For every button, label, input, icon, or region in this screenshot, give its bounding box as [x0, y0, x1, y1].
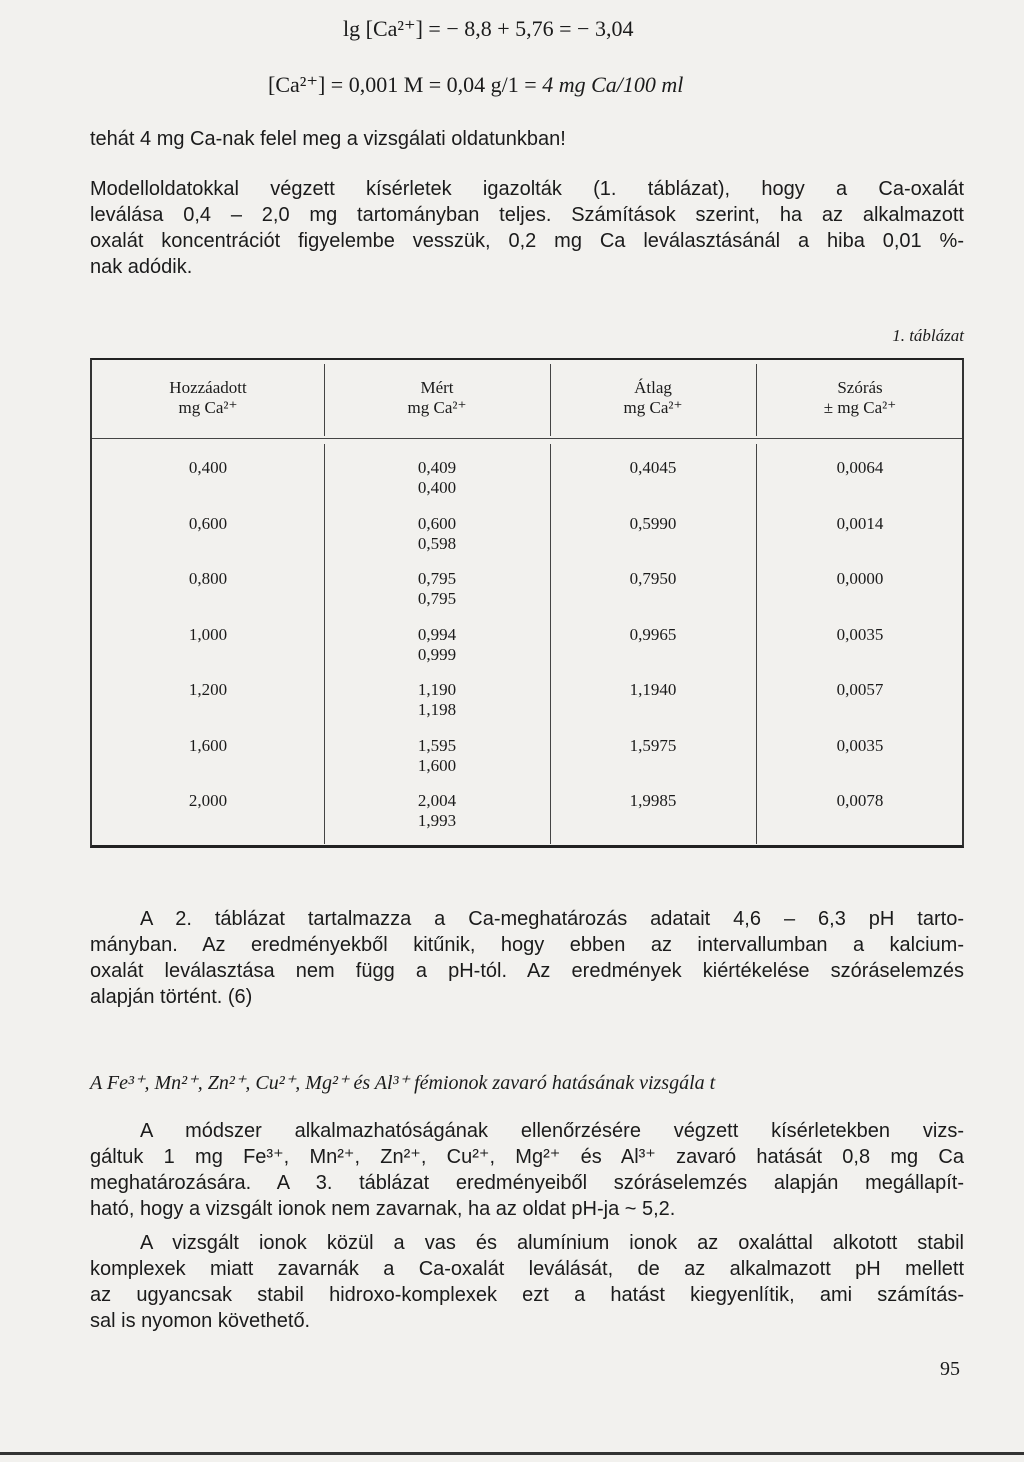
cell-sd: 0,0035 [836, 624, 884, 644]
text-line: sal is nyomon követhető. [90, 1310, 311, 1332]
cell-measured: 1,190 1,198 [417, 680, 457, 719]
paragraph-conclusion: tehát 4 mg Ca-nak felel meg a vizsgálati oldatunkban! [90, 128, 566, 150]
cell-added: 2,000 [188, 791, 228, 810]
cell-measured: 1,595 1,600 [417, 735, 457, 775]
equation-main: [Ca²⁺] = 0,001 M = 0,04 g/1 = [268, 72, 543, 97]
equation-result: 4 mg Ca/100 ml [542, 72, 684, 97]
table-caption: 1. táblázat [892, 326, 964, 345]
cell-mean: 0,9965 [629, 624, 677, 644]
cell-mean: 0,7950 [629, 569, 677, 588]
cell-mean: 1,9985 [629, 791, 677, 810]
bottom-rule [0, 1452, 1024, 1455]
text-line: Modelloldatokkal végzett kísérletek igazolták (1. táblázat), hogy a Ca-oxalát [90, 178, 964, 200]
text-line: komplexek miatt zavarnák a Ca-oxalát leválását, de az alkalmazott pH mellett [90, 1258, 964, 1280]
text-line: oxalát koncentrációt figyelembe vesszük, 0,2 mg Ca leválasztásánál a hiba 0,01 %- [90, 230, 964, 252]
cell-sd: 0,0064 [836, 458, 884, 477]
page-number: 95 [940, 1358, 960, 1380]
cell-sd: 0,0035 [836, 735, 884, 755]
header-added: Hozzáadott mg Ca²⁺ [169, 378, 247, 417]
cell-sd: 0,0078 [836, 791, 884, 810]
text-line: oxalát leválasztása nem függ a pH-tól. Az eredmények kiértékelése szóráselemzés [90, 960, 964, 982]
equation-log-calcium: lg [Ca²⁺] = − 8,8 + 5,76 = − 3,04 [343, 16, 634, 41]
paragraph-interference-study [90, 1118, 964, 1222]
cell-mean: 1,1940 [629, 680, 677, 699]
text-line: alapján történt. (6) [90, 986, 253, 1008]
text-line: mányban. Az eredményekből kitűnik, hogy ebben az intervallumban a kalcium- [90, 934, 964, 956]
header-separator [92, 438, 962, 439]
text-line: ható, hogy a vizsgált ionok nem zavarnak, ha az oldat pH-ja ~ 5,2. [90, 1198, 676, 1220]
text-line: A módszer alkalmazhatóságának ellenőrzésére végzett kísérletekben vizs- [140, 1120, 964, 1142]
cell-measured: 0,994 0,999 [417, 624, 457, 664]
cell-added: 0,600 [188, 513, 228, 533]
text-line: gáltuk 1 mg Fe³⁺, Mn²⁺, Zn²⁺, Cu²⁺, Mg²⁺ és Al³⁺ zavaró hatását 0,8 mg Ca [90, 1146, 964, 1168]
header-measured: Mért mg Ca²⁺ [407, 378, 467, 417]
equation-calcium-concentration [268, 72, 683, 98]
cell-sd: 0,0014 [836, 513, 884, 533]
cell-added: 0,800 [188, 569, 228, 588]
header-sd: Szórás ± mg Ca²⁺ [823, 378, 897, 417]
cell-mean: 0,5990 [629, 513, 677, 533]
text-line: nak adódik. [90, 256, 193, 278]
text-line: leválása 0,4 – 2,0 mg tartományban teljes. Számítások szerint, ha az alkalmazott [90, 204, 964, 226]
text-line: az ugyancsak stabil hidroxo-komplexek ezt a hatást kiegyenlítik, ami számítás- [90, 1284, 964, 1306]
section-heading: A Fe³⁺, Mn²⁺, Zn²⁺, Cu²⁺, Mg²⁺ és Al³⁺ fémionok zavaró hatásának vizsgála t [90, 1072, 716, 1094]
paragraph-model-solutions [90, 176, 964, 280]
paragraph-iron-aluminium [90, 1230, 964, 1334]
text-line: A 2. táblázat tartalmazza a Ca-meghatározás adatait 4,6 – 6,3 pH tarto- [140, 908, 964, 930]
cell-mean: 0,4045 [629, 458, 677, 477]
cell-mean: 1,5975 [629, 735, 677, 755]
text-line: meghatározására. A 3. táblázat eredményeiből szóráselemzés alapján megállapít- [90, 1172, 964, 1194]
calcium-results-table [90, 358, 964, 848]
text-line: A vizsgált ionok közül a vas és alumínium ionok az oxaláttal alkotott stabil [140, 1232, 964, 1254]
cell-sd: 0,0000 [836, 569, 884, 588]
cell-measured: 0,795 0,795 [417, 569, 457, 608]
cell-measured: 0,600 0,598 [417, 513, 457, 553]
paragraph-table2-reference [90, 906, 964, 1010]
cell-sd: 0,0057 [836, 680, 884, 699]
cell-added: 1,200 [188, 680, 228, 699]
cell-added: 1,000 [188, 624, 228, 644]
cell-measured: 2,004 1,993 [417, 791, 457, 830]
cell-measured: 0,409 0,400 [417, 458, 457, 497]
header-mean: Átlag mg Ca²⁺ [623, 378, 683, 417]
cell-added: 1,600 [188, 735, 228, 755]
cell-added: 0,400 [188, 458, 228, 477]
